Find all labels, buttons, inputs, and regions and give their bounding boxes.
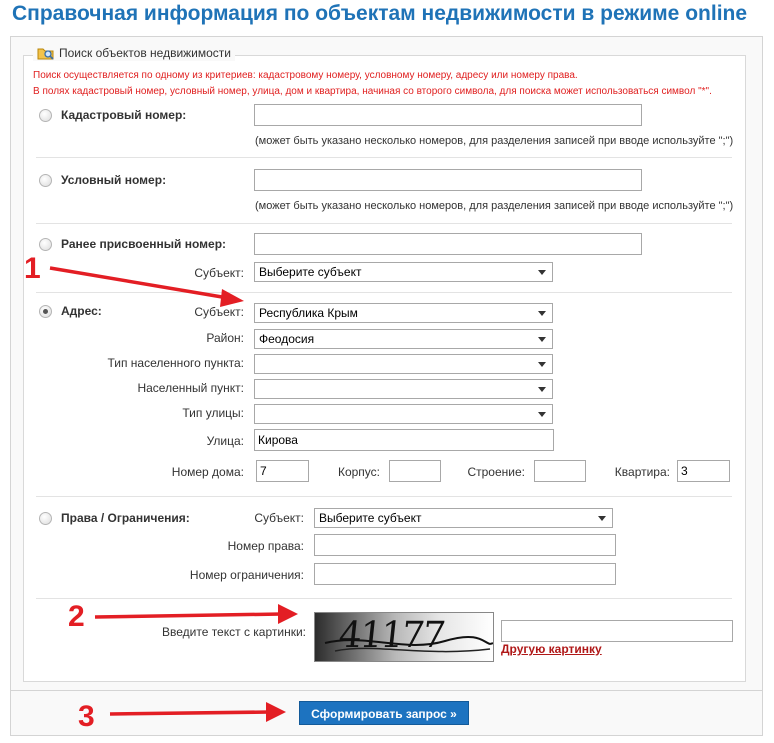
apartment-label: Квартира: (614, 465, 670, 479)
captcha-text: 41177 (336, 615, 446, 656)
house-number-input[interactable]: 7 (256, 460, 309, 482)
address-subject-label: Субъект: (194, 305, 244, 319)
apartment-input[interactable]: 3 (677, 460, 730, 482)
address-subject-value: Республика Крым (259, 306, 358, 320)
street-type-label: Тип улицы: (182, 406, 244, 420)
notice-line-2: В полях кадастровый номер, условный номер, улица, дом и квартира, начиная со второго символа, для поиска может использоваться символ "*". (33, 86, 712, 97)
annotation-arrow-1 (50, 268, 228, 298)
settlement-type-label: Тип населенного пункта: (107, 356, 244, 370)
rights-subject-value: Выберите субъект (319, 511, 422, 525)
previous-subject-label: Субъект: (194, 266, 244, 280)
legend-label: Поиск объектов недвижимости (59, 46, 232, 60)
annotation-number-3: 3 (78, 700, 95, 733)
rights-subject-label: Субъект: (254, 511, 304, 525)
annotation-number-1: 1 (24, 252, 41, 285)
street-input[interactable]: Кирова (254, 429, 554, 451)
conditional-label: Условный номер: (61, 173, 167, 187)
page-title: Справочная информация по объектам недвижимости в режиме online (12, 2, 748, 25)
rights-label: Права / Ограничения: (61, 511, 190, 525)
cadastral-label: Кадастровый номер: (61, 108, 187, 122)
district-value: Феодосия (259, 332, 315, 346)
district-label: Район: (206, 331, 244, 345)
structure-label: Строение: (467, 465, 525, 479)
settlement-label: Населенный пункт: (137, 381, 244, 395)
annotation-number-2: 2 (68, 600, 85, 633)
annotation-arrow-2 (95, 614, 282, 617)
captcha-label: Введите текст с картинки: (161, 625, 306, 639)
refresh-captcha-link[interactable]: Другую картинку (501, 642, 602, 656)
submit-button[interactable]: Сформировать запрос » (299, 701, 469, 725)
street-label: Улица: (206, 434, 244, 448)
right-number-label: Номер права: (227, 539, 304, 553)
previous-subject-value: Выберите субъект (259, 265, 362, 279)
conditional-hint: (может быть указано несколько номеров, для разделения записей при вводе используйте ";") (255, 200, 734, 212)
house-number-label: Номер дома: (171, 465, 244, 479)
restriction-number-label: Номер ограничения: (189, 568, 304, 582)
building-label: Корпус: (337, 465, 380, 479)
address-label: Адрес: (61, 304, 102, 318)
notice-line-1: Поиск осуществляется по одному из критериев: кадастровому номеру, условному номеру, адресу или номеру права. (33, 70, 578, 81)
previous-number-label: Ранее присвоенный номер: (61, 237, 227, 251)
cadastral-hint: (может быть указано несколько номеров, для разделения записей при вводе используйте ";") (255, 135, 734, 147)
annotation-arrow-3 (110, 712, 270, 714)
